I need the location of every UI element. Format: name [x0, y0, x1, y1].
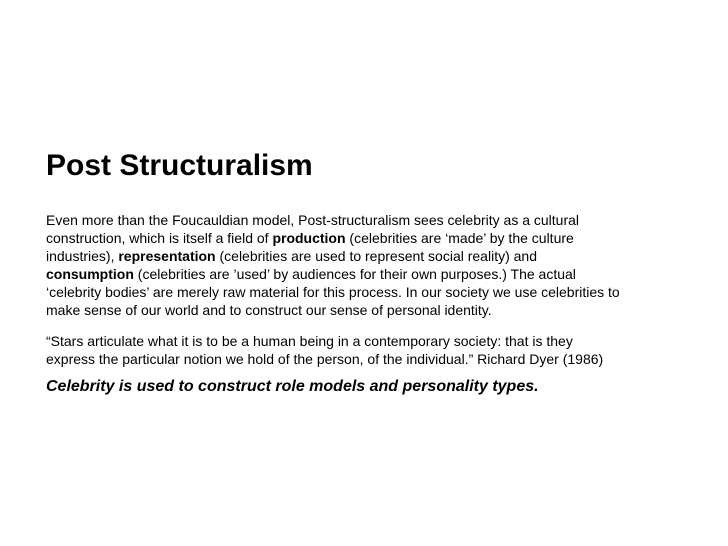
text-run: (celebrities are ‘made’ by the culture: [345, 230, 574, 246]
text-run: (celebrities are ’used’ by audiences for their own purposes.) The actual: [133, 266, 576, 282]
conclusion-statement: Celebrity is used to construct role models and personality types.: [46, 378, 539, 395]
paragraph-line: [46, 229, 716, 247]
paragraph-line: ‘celebrity bodies’ are merely raw material for this process. In our society we use celebrities to: [46, 284, 620, 300]
paragraph-line: [46, 265, 716, 283]
paragraph-line: Even more than the Foucauldian model, Post-structuralism sees celebrity as a cultural: [46, 212, 580, 228]
quote-line: express the particular notion we hold of the person, of the individual.” Richard Dyer (1986): [46, 351, 604, 367]
quote-richard-dyer: [46, 332, 716, 368]
quote-line: “Stars articulate what it is to be a human being in a contemporary society: that is they: [46, 333, 573, 349]
paragraph-line: make sense of our world and to construct our sense of personal identity.: [46, 302, 492, 318]
term-representation: representation: [118, 248, 216, 264]
slide-body: [46, 211, 716, 397]
slide-title: Post Structuralism: [46, 149, 313, 182]
term-production: production: [272, 230, 346, 246]
paragraph-line: [46, 247, 716, 265]
text-run: (celebrities are used to represent social reality) and: [215, 248, 537, 264]
term-consumption: consumption: [46, 266, 134, 282]
text-run: construction, which is itself a field of: [46, 230, 273, 246]
text-run: industries),: [46, 248, 119, 264]
paragraph-spacer: [46, 319, 716, 332]
paragraph-celebrity-construction: [46, 211, 716, 319]
